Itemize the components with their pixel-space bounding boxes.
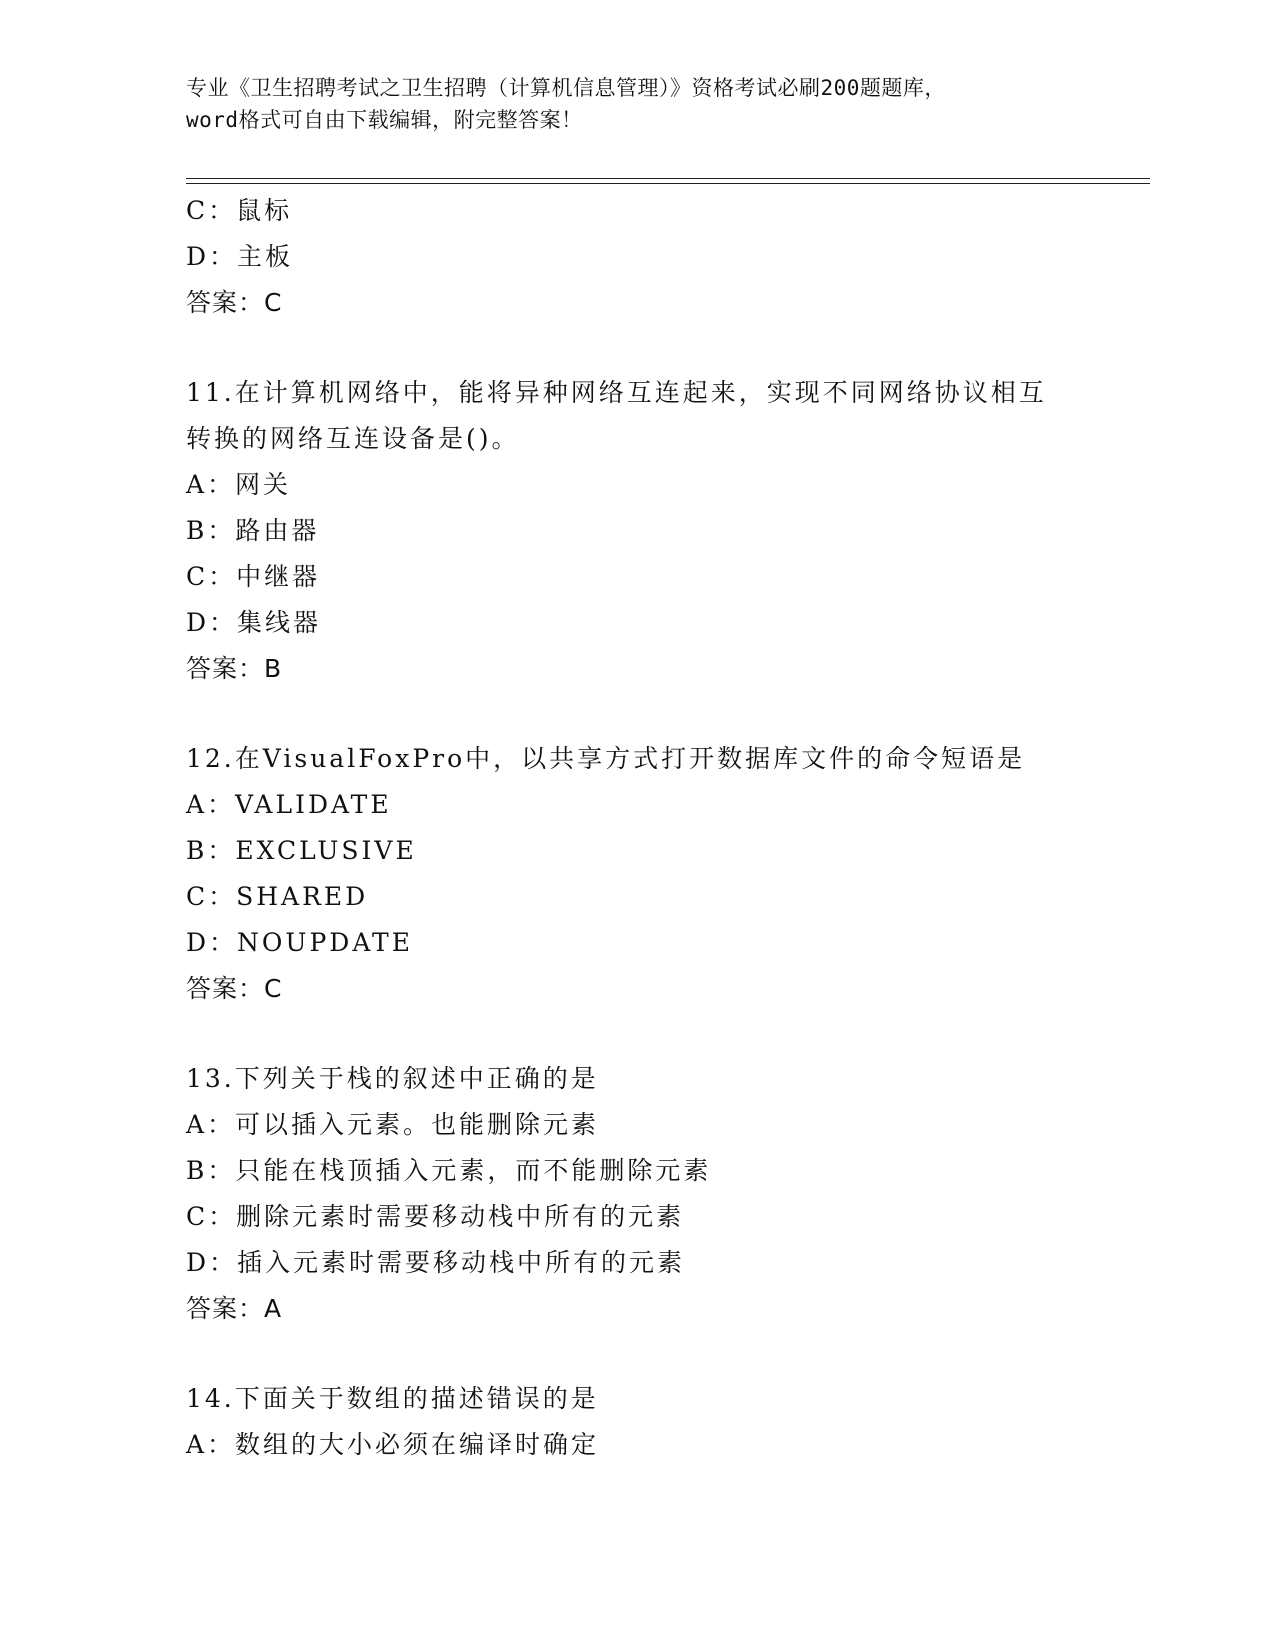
question-text: 14.下面关于数组的描述错误的是 bbox=[186, 1384, 599, 1413]
option-line: C：中继器 bbox=[186, 562, 321, 591]
question-block bbox=[186, 736, 1146, 1012]
question-block bbox=[186, 1056, 1146, 1332]
answer-line: 答案：C bbox=[186, 288, 283, 317]
option-line: C：SHARED bbox=[186, 882, 369, 911]
option-line: B：EXCLUSIVE bbox=[186, 836, 417, 865]
option-line: A：可以插入元素。也能删除元素 bbox=[186, 1110, 600, 1139]
answer-line: 答案：C bbox=[186, 974, 283, 1003]
option-line: B：只能在栈顶插入元素，而不能删除元素 bbox=[186, 1156, 712, 1185]
question-block bbox=[186, 370, 1146, 692]
document-header bbox=[186, 72, 1086, 136]
option-line: D：NOUPDATE bbox=[186, 928, 413, 957]
header-divider-bottom bbox=[186, 183, 1150, 184]
question-text: 11.在计算机网络中，能将异种网络互连起来，实现不同网络协议相互 bbox=[186, 378, 1047, 407]
option-line: D：集线器 bbox=[186, 608, 322, 637]
option-line: B：路由器 bbox=[186, 516, 320, 545]
question-block bbox=[186, 188, 1146, 326]
question-list bbox=[186, 188, 1146, 1468]
option-line: C：鼠标 bbox=[186, 196, 293, 225]
option-line: D：插入元素时需要移动栈中所有的元素 bbox=[186, 1248, 686, 1277]
header-line-2: word格式可自由下载编辑，附完整答案！ bbox=[186, 108, 583, 132]
header-line-1: 专业《卫生招聘考试之卫生招聘（计算机信息管理）》资格考试必刷200题题库， bbox=[186, 76, 946, 100]
header-divider-top bbox=[186, 178, 1150, 179]
question-text: 12.在VisualFoxPro中，以共享方式打开数据库文件的命令短语是 bbox=[186, 744, 1026, 773]
option-line: D：主板 bbox=[186, 242, 294, 271]
question-text: 转换的网络互连设备是()。 bbox=[186, 424, 520, 453]
option-line: A：网关 bbox=[186, 470, 292, 499]
option-line: A：VALIDATE bbox=[186, 790, 392, 819]
option-line: C：删除元素时需要移动栈中所有的元素 bbox=[186, 1202, 685, 1231]
answer-line: 答案：A bbox=[186, 1294, 283, 1323]
option-line: A：数组的大小必须在编译时确定 bbox=[186, 1430, 600, 1459]
question-text: 13.下列关于栈的叙述中正确的是 bbox=[186, 1064, 599, 1093]
question-block bbox=[186, 1376, 1146, 1468]
answer-line: 答案：B bbox=[186, 654, 283, 683]
